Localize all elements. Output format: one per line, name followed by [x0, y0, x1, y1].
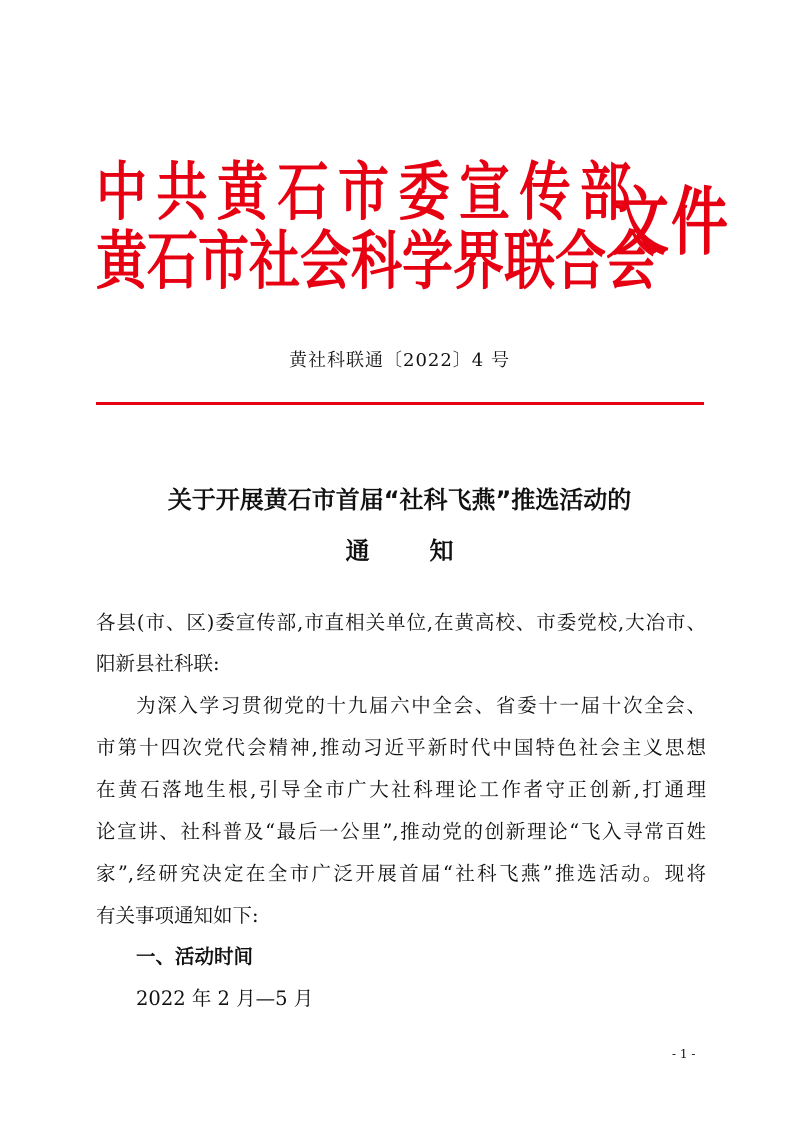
page-number: - 1 - — [672, 1047, 696, 1061]
issuer-line-2: 黄石市社会科学界联合会 — [96, 225, 658, 299]
paragraph-line-1: 为深入学习贯彻党的十九届六中全会、省委十一届十次全会、 — [136, 694, 706, 717]
notice-title-line-1: 关于开展黄石市首届“社科飞燕”推选活动的 — [167, 486, 632, 514]
addressee-line-2: 阳新县社科联: — [96, 652, 220, 675]
document-type-label: 文件 — [612, 179, 730, 266]
paragraph-line-2: 市第十四次党代会精神,推动习近平新时代中国特色社会主义思想 — [96, 736, 706, 759]
document-number: 黄社科联通〔2022〕4 号 — [289, 350, 510, 371]
paragraph-line-6: 有关事项通知如下: — [96, 904, 259, 927]
paragraph-line-5: 家”,经研究决定在全市广泛开展首届“社科飞燕”推选活动。现将 — [96, 862, 706, 885]
section-1-heading: 一、活动时间 — [136, 945, 254, 968]
addressee-line-1: 各县(市、区)委宣传部,市直相关单位,在黄高校、市委党校,大冶市、 — [96, 611, 706, 634]
paragraph-line-3: 在黄石落地生根,引导全市广大社科理论工作者守正创新,打通理 — [96, 778, 706, 801]
red-divider-line — [96, 402, 704, 405]
issuer-line-1: 中共黄石市委宣传部 — [96, 156, 641, 230]
paragraph-line-4: 论宣讲、社科普及“最后一公里”,推动党的创新理论“飞入寻常百姓 — [96, 820, 706, 843]
section-1-content: 2022 年 2 月—5 月 — [136, 987, 314, 1010]
notice-title-line-2: 通知 — [345, 537, 514, 565]
